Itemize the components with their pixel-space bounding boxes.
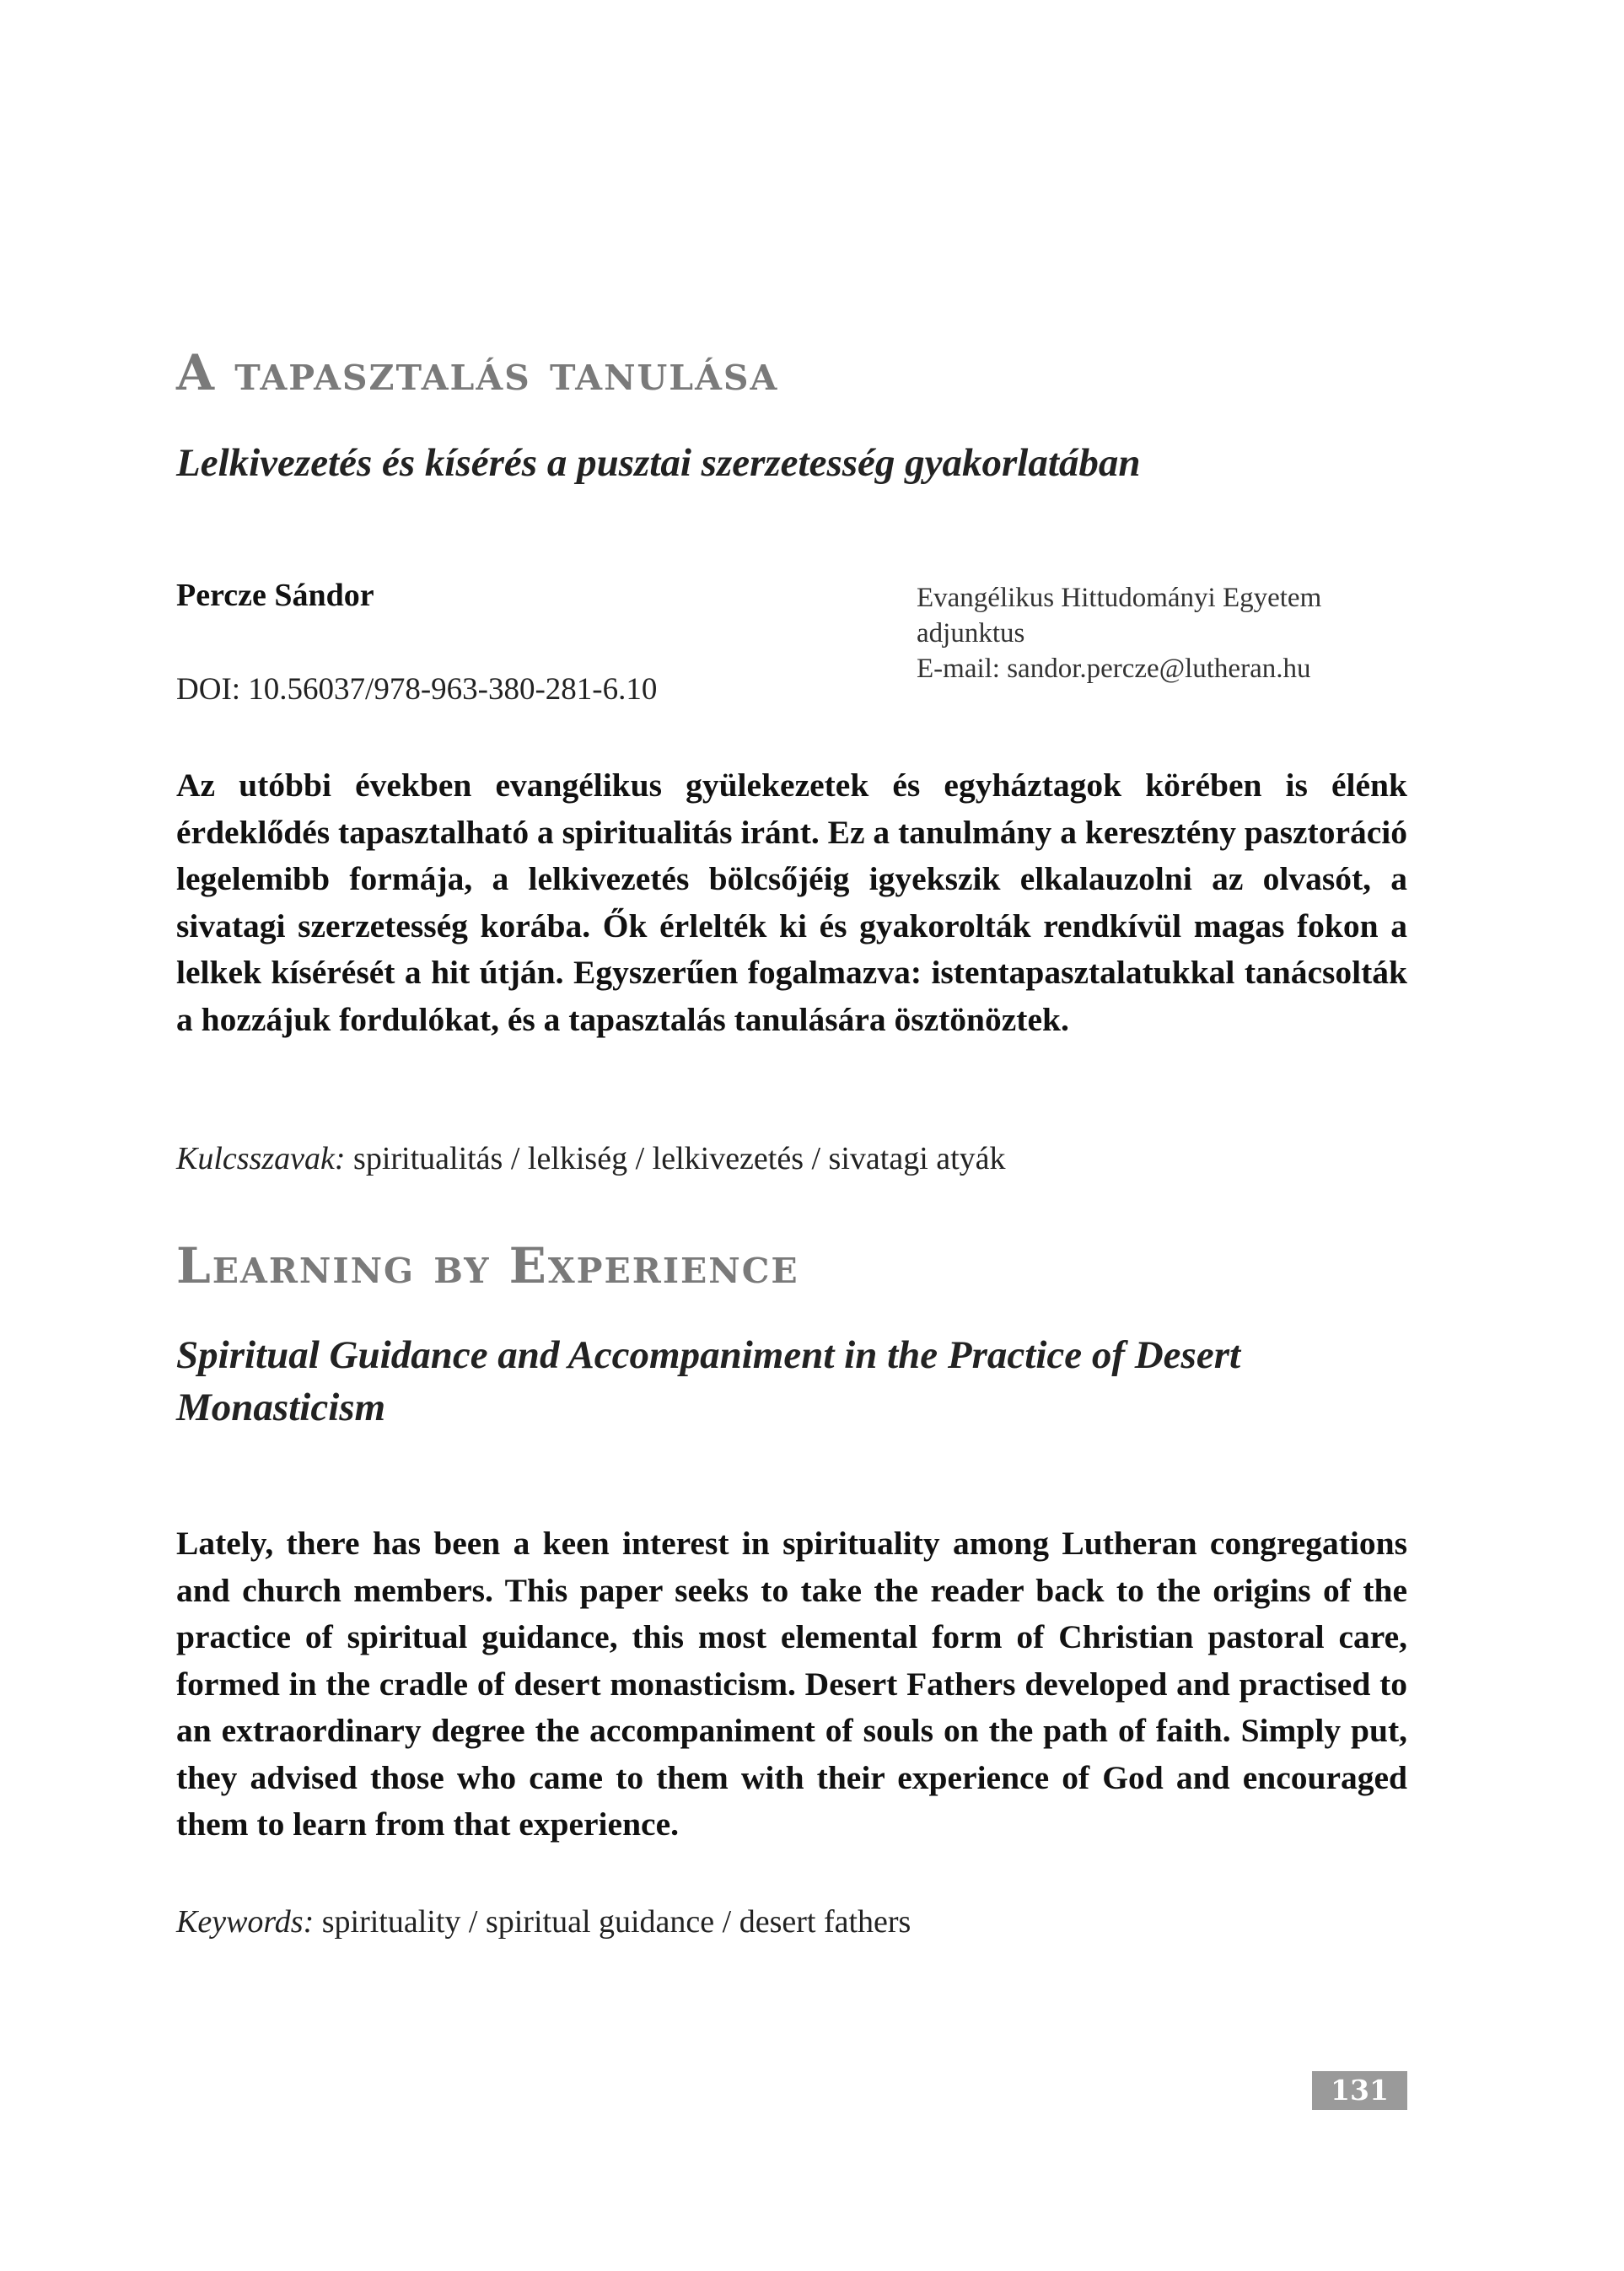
hungarian-subtitle: Lelkivezetés és kísérés a pusztai szerzetesség gyakorlatában (176, 441, 1141, 485)
hungarian-keywords (176, 1140, 1006, 1177)
keywords-list: spirituality / spiritual guidance / desert fathers (314, 1904, 911, 1940)
author-affiliation (917, 580, 1406, 686)
position: adjunktus (917, 618, 1025, 648)
hungarian-abstract: Az utóbbi években evangélikus gyülekezetek és egyháztagok körében is élénk érdeklődés tapasztalható a spiritualitás iránt. Ez a tanulmány a keresztény pasztoráció legelemibb formája, a lelkivezetés bölcsőjéig igyekszik elkalauzolni az olvasót, a sivatagi szerzetesség korába. Ők érlelték ki és gyakorolták rendkívül magas fokon a lelkek kísérését a hit útján. Egyszerűen fogalmazva: istentapasztalatukkal tanácsolták a hozzájuk fordulókat, és a tapasztalás tanulására ösztönöztek. (176, 767, 1407, 1038)
english-keywords (176, 1903, 911, 1940)
email[interactable]: E-mail: sandor.percze@lutheran.hu (917, 654, 1311, 684)
keywords-label: Kulcsszavak: (176, 1141, 346, 1176)
english-abstract: Lately, there has been a keen interest in spirituality among Lutheran congregations and church members. This paper seeks to take the reader back to the origins of the practice of spiritual guidance, this most elemental form of Christian pastoral care, formed in the cradle of desert monasticism. Desert Fathers developed and practised to an extraordinary degree the accompaniment of souls on the path of faith. Simply put, they advised those who came to them with their experience of God and encouraged them to learn from that experience. (176, 1525, 1407, 1843)
hungarian-title: A tapasztalás tanulása (176, 344, 779, 401)
page-number: 131 (1312, 2071, 1407, 2110)
doi-link[interactable]: DOI: 10.56037/978-963-380-281-6.10 (176, 672, 658, 707)
article-page (176, 0, 1407, 2271)
institution: Evangélikus Hittudományi Egyetem (917, 583, 1322, 613)
keywords-label: Keywords: (176, 1904, 315, 1940)
english-subtitle: Spiritual Guidance and Accompaniment in the Practice of Desert Monasticism (176, 1333, 1241, 1429)
keywords-list: spiritualitás / lelkiség / lelkivezetés / sivatagi atyák (345, 1141, 1006, 1176)
author-name: Percze Sándor (176, 578, 374, 613)
english-title: Learning by Experience (176, 1237, 799, 1294)
